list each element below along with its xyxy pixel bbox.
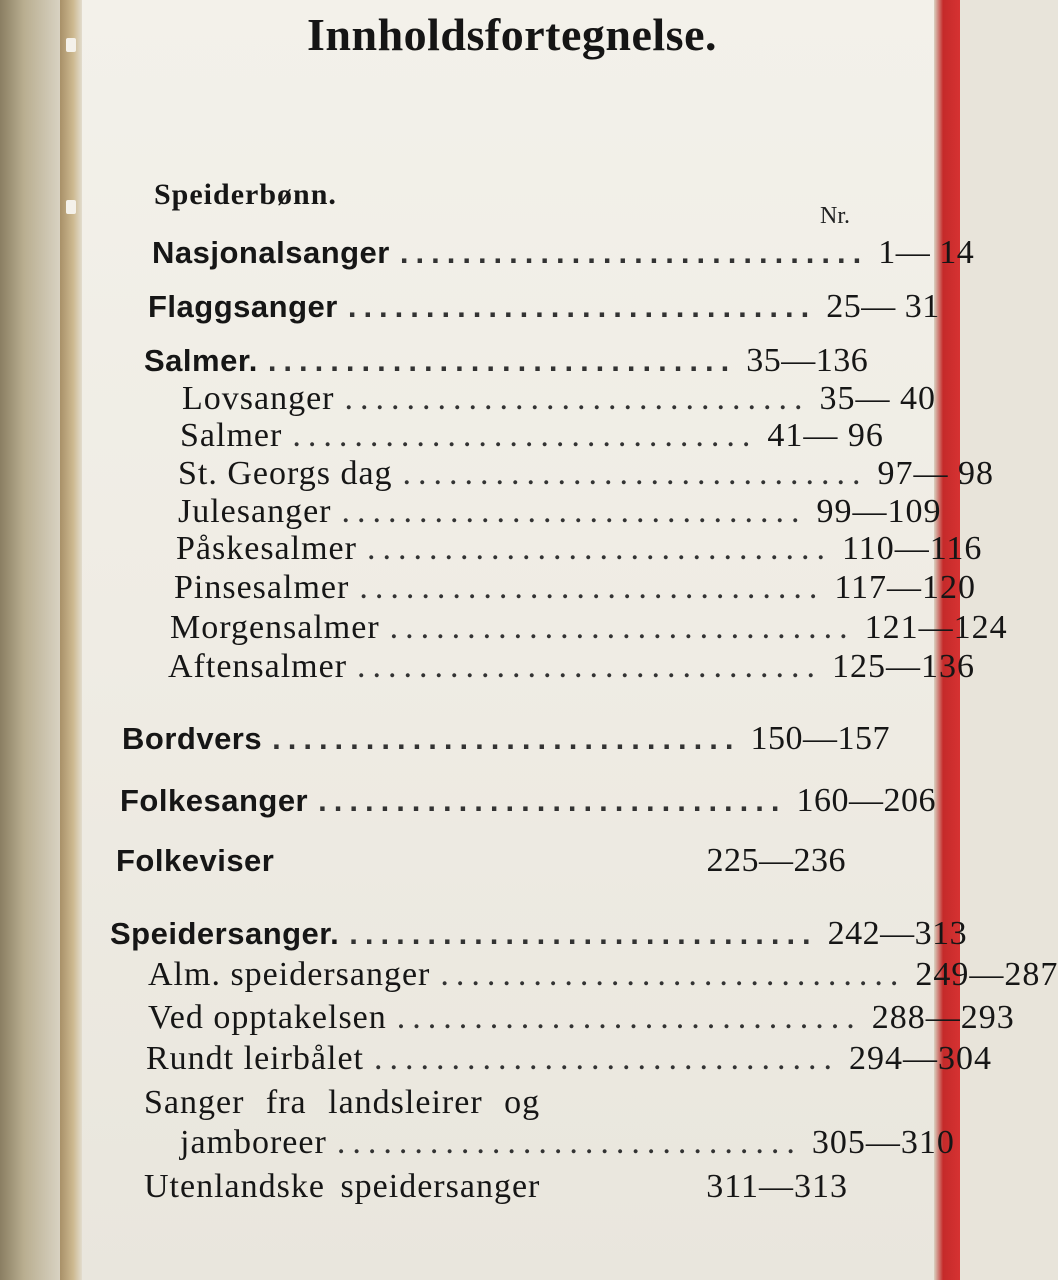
toc-label: Utenlandske speidersanger bbox=[144, 1168, 541, 1205]
leader-dots: .............................. bbox=[341, 493, 807, 530]
toc-label: St. Georgs dag bbox=[178, 455, 393, 492]
toc-range: 117—120 bbox=[834, 569, 977, 606]
toc-label: Rundt leirbålet bbox=[146, 1040, 365, 1077]
toc-label: Pinsesalmer bbox=[174, 569, 350, 606]
toc-range: 110—116 bbox=[841, 530, 983, 567]
intro-speiderbonn: Speiderbønn. bbox=[154, 178, 337, 211]
toc-label: Salmer bbox=[180, 417, 283, 454]
leader-dots: .............................. bbox=[349, 916, 818, 951]
toc-entry bbox=[180, 1124, 955, 1162]
toc-label: Lovsanger bbox=[182, 380, 335, 417]
toc-label: Nasjonalsanger bbox=[152, 235, 390, 270]
toc-range: 41— 96 bbox=[767, 417, 884, 454]
toc-range: 1— 14 bbox=[878, 234, 975, 271]
stitch-hole bbox=[66, 38, 76, 52]
toc-entry bbox=[122, 720, 890, 758]
toc-range: 311—313 bbox=[706, 1168, 848, 1205]
toc-range: 160—206 bbox=[796, 782, 937, 819]
book-spine bbox=[0, 0, 60, 1280]
leader-dots: .............................. bbox=[272, 721, 741, 756]
leader-dots: .............................. bbox=[344, 380, 810, 417]
toc-entry bbox=[146, 1040, 993, 1078]
toc-label: Folkesanger bbox=[120, 783, 309, 818]
toc-entry bbox=[168, 648, 976, 686]
leader-dots: .............................. bbox=[366, 530, 832, 567]
toc-range: 35— 40 bbox=[819, 380, 937, 417]
toc-entry bbox=[144, 1168, 848, 1206]
toc-range: 288—293 bbox=[871, 999, 1015, 1036]
toc-entry bbox=[178, 493, 942, 531]
toc-range: 249—287 bbox=[915, 956, 1058, 993]
toc-entry bbox=[148, 999, 1015, 1037]
binding-stitch bbox=[60, 0, 82, 1280]
toc-range: 97— 98 bbox=[877, 455, 995, 492]
leader-dots: .............................. bbox=[389, 609, 855, 646]
leader-dots: .............................. bbox=[318, 783, 787, 818]
leader-dots: .............................. bbox=[440, 956, 906, 993]
toc-label: Speidersanger. bbox=[110, 916, 340, 951]
toc-range: 99—109 bbox=[816, 493, 942, 530]
toc-range: 25— 31 bbox=[826, 288, 940, 325]
leader-dots: .............................. bbox=[357, 648, 823, 685]
toc-range: 150—157 bbox=[750, 720, 890, 757]
toc-label: Morgensalmer bbox=[170, 609, 380, 646]
toc-range: 305—310 bbox=[811, 1124, 955, 1161]
toc-label: Julesanger bbox=[178, 493, 332, 530]
toc-entry bbox=[178, 455, 995, 493]
toc-entry bbox=[148, 956, 1058, 994]
toc-entry bbox=[110, 915, 968, 953]
toc-entry bbox=[180, 417, 884, 455]
toc-label: Påskesalmer bbox=[176, 530, 357, 567]
toc-range: 225—236 bbox=[706, 842, 846, 879]
toc-label: Ved opptakelsen bbox=[148, 999, 387, 1036]
toc-entry bbox=[120, 782, 937, 820]
leader-dots: .............................. bbox=[399, 235, 869, 270]
toc-entry bbox=[144, 342, 869, 380]
toc-label: Salmer. bbox=[144, 343, 258, 378]
toc-label: Aftensalmer bbox=[168, 648, 348, 685]
column-header-nr: Nr. bbox=[820, 203, 850, 229]
book-page bbox=[82, 0, 1058, 1280]
leader-dots: .............................. bbox=[359, 569, 825, 606]
toc-entry bbox=[148, 288, 940, 326]
leader-dots: .............................. bbox=[402, 455, 868, 492]
toc-label-line1: Sanger fra landsleirer og bbox=[144, 1084, 541, 1121]
toc-range: 125—136 bbox=[832, 648, 976, 685]
toc-range: 35—136 bbox=[746, 342, 869, 379]
page-title: Innholdsfortegnelse. bbox=[307, 9, 717, 60]
toc-range: 242—313 bbox=[827, 915, 968, 952]
leader-dots: .............................. bbox=[292, 417, 758, 454]
toc-label: jamboreer bbox=[180, 1124, 327, 1161]
leader-dots: .............................. bbox=[336, 1124, 802, 1161]
toc-label: Folkeviser bbox=[116, 843, 275, 878]
toc-range: 294—304 bbox=[849, 1040, 993, 1077]
toc-entry bbox=[116, 842, 846, 880]
toc-label: Flaggsanger bbox=[148, 289, 338, 324]
toc-label: Bordvers bbox=[122, 721, 263, 756]
toc-label: Alm. speidersanger bbox=[148, 956, 431, 993]
toc-range: 121—124 bbox=[864, 609, 1008, 646]
toc-entry bbox=[152, 234, 975, 272]
leader-dots: .............................. bbox=[396, 999, 862, 1036]
toc-entry bbox=[170, 609, 1008, 647]
stitch-hole bbox=[66, 200, 76, 214]
toc-entry bbox=[176, 530, 983, 568]
leader-dots: .............................. bbox=[267, 343, 737, 378]
toc-entry bbox=[174, 569, 977, 607]
leader-dots: .............................. bbox=[374, 1040, 840, 1077]
toc-entry bbox=[182, 380, 937, 418]
leader-dots: .............................. bbox=[347, 289, 817, 324]
